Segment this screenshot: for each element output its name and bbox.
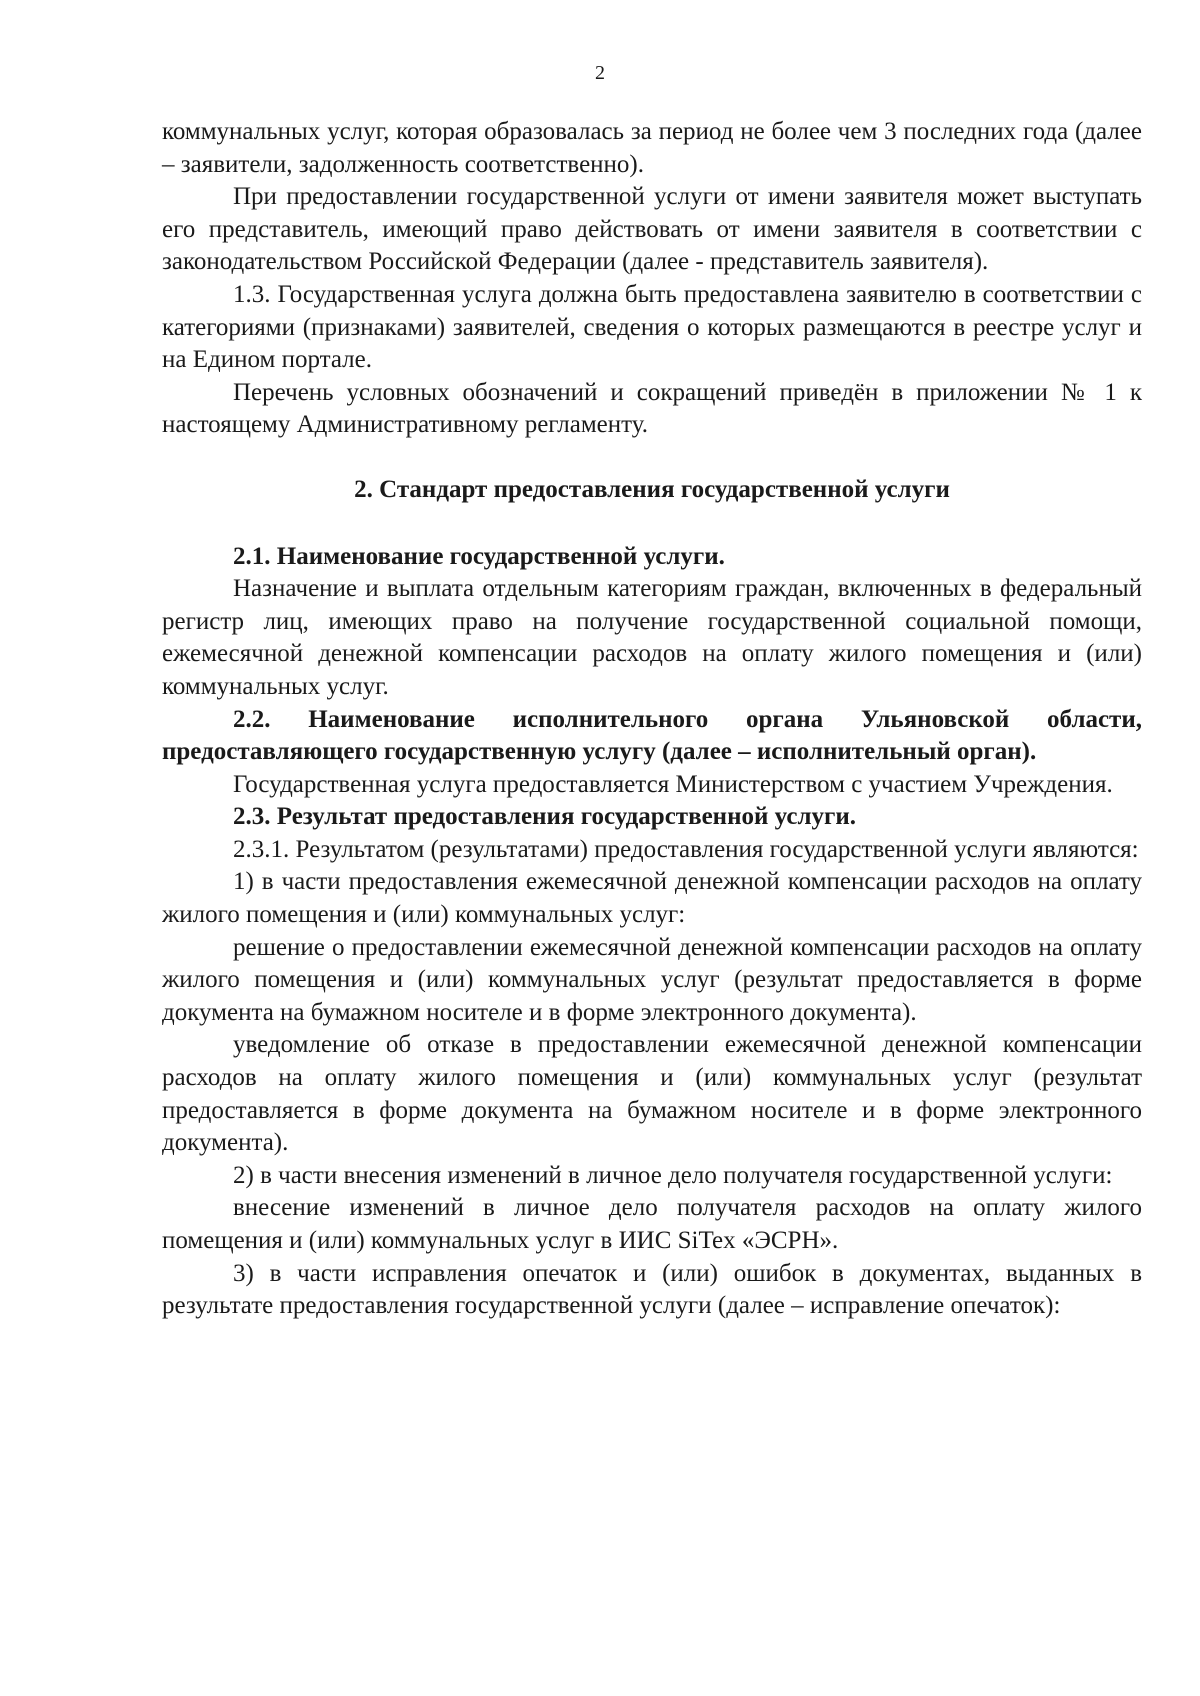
paragraph-1-3: 1.3. Государственная услуга должна быть предоставлена заявителю в соответствии с категориями (признаками) заявителей, сведения о которых размещаются в реестре услуг и на Едином портале. <box>162 280 1142 374</box>
list-item-3: 3) в части исправления опечаток и (или) ошибок в документах, выданных в результате предоставления государственной услуги (далее – исправление опечаток): <box>162 1259 1142 1320</box>
paragraph-decision: решение о предоставлении ежемесячной денежной компенсации расходов на оплату жилого помещения и (или) коммунальных услуг (результат предоставляется в форме документа на бумажном носителе и в форме электронного документа). <box>162 933 1142 1026</box>
subheading-2-2: 2.2. Наименование исполнительного органа Ульяновской области, предоставляющего государственную услугу (далее – исполнительный орган). <box>162 705 1142 766</box>
list-item-1: 1) в части предоставления ежемесячной денежной компенсации расходов на оплату жилого помещения и (или) коммунальных услуг: <box>162 868 1142 929</box>
paragraph-refusal: уведомление об отказе в предоставлении ежемесячной денежной компенсации расходов на оплату жилого помещения и (или) коммунальных услуг (результат предоставляется в форме документа на бумажном носителе и в форме электронного документа). <box>162 1031 1142 1157</box>
paragraph-representative: При предоставлении государственной услуги от имени заявителя может выступать его представитель, имеющий право действовать от имени заявителя в соответствии с законодательством Российской Федерации (далее - представитель заявителя). <box>162 183 1142 276</box>
paragraph-changes: внесение изменений в личное дело получателя расходов на оплату жилого помещения и (или) коммунальных услуг в ИИС SiTex «ЭСРН». <box>162 1194 1142 1254</box>
subheading-2-3: 2.3. Результат предоставления государственной услуги. <box>233 803 856 831</box>
paragraph-service-name: Назначение и выплата отдельным категориям граждан, включенных в федеральный регистр лиц, имеющих право на получение государственной социальной помощи, ежемесячной денежной компенсации расходов на оплату жилого помещения и (или) коммунальных услуг. <box>162 575 1142 700</box>
paragraph-continuation: коммунальных услуг, которая образовалась за период не более чем 3 последних года (далее – заявители, задолженность соответственно). <box>162 118 1142 178</box>
paragraph-ministry: Государственная услуга предоставляется Министерством с участием Учреждения. <box>233 770 1113 798</box>
paragraph-2-3-1: 2.3.1. Результатом (результатами) предоставления государственной услуги являются: <box>233 835 1139 863</box>
page-number: 2 <box>595 62 605 84</box>
paragraph-abbreviations: Перечень условных обозначений и сокращений приведён в приложении № 1 к настоящему Административному регламенту. <box>162 378 1142 439</box>
subheading-2-1: 2.1. Наименование государственной услуги. <box>233 542 725 570</box>
list-item-2: 2) в части внесения изменений в личное дело получателя государственной услуги: <box>233 1161 1113 1189</box>
document-body <box>162 116 1142 1323</box>
section-heading: 2. Стандарт предоставления государственной услуги <box>354 475 950 503</box>
